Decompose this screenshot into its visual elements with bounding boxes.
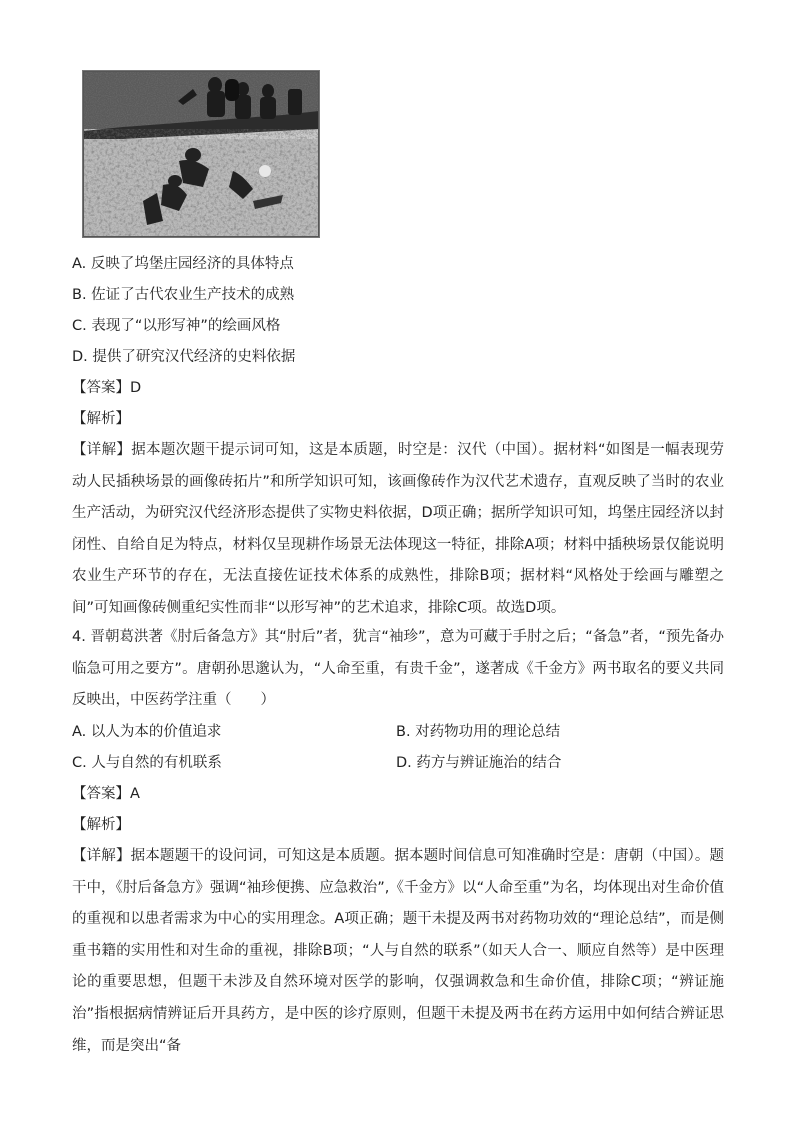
q4-stem: 4. 晋朝葛洪著《肘后备急方》其“肘后”者，犹言“袖珍”，意为可藏于手肘之后；“备急”者，“预先备办临急可用之要方”。唐朝孙思邈认为，“人命至重，有贵千金”，遂著成《千金方》两书取名的要义共同反映出，中医药学注重（ ） (72, 629, 724, 709)
q4-detail: 【详解】据本题题干的设问词，可知这是本质题。据本题时间信息可知准确时空是：唐朝（中国）。题干中，《肘后备急方》强调“袖珍便携、应急救治”,《千金方》以“人命至重”为名，均体现出对生命价值的重视和以患者需求为中心的实用理念。A项正确；题干未提及两书对药物功效的“理论总结”，而是侧重书籍的实用性和对生命的重视，排除B项；“人与自然的联系”（如天人合一、顺应自然等）是中医理论的重要思想，但题干未涉及自然环境对医学的影响，仅强调救急和生命价值，排除C项；“辨证施治”指根据病情辨证后开具药方，是中医的诊疗原则，但题干未提及两书在药方运用中如何结合辨证思维，而是突出“备 (72, 848, 724, 1054)
q3-option-d: D. 提供了研究汉代经济的史料依据 (72, 349, 296, 365)
q3-analysis-label: 【解析】 (72, 411, 130, 427)
q4-option-c: C. 人与自然的有机联系 (72, 755, 222, 771)
q4-answer: 【答案】A (72, 786, 140, 802)
q3-detail: 【详解】据本题次题干提示词可知，这是本质题，时空是：汉代（中国）。据材料“如图是一幅表现劳动人民插秧场景的画像砖拓片”和所学知识可知，该画像砖作为汉代艺术遗存，直观反映了当时的农业生产活动，为研究汉代经济形态提供了实物史料依据，D项正确；据所学知识可知，坞堡庄园经济以封闭性、自给自足为特点，材料仅呈现耕作场景无法体现这一特征，排除A项；材料中插秧场景仅能说明农业生产环节的存在，无法直接佐证技术体系的成熟性，排除B项；据材料“风格处于绘画与雕塑之间”可知画像砖侧重纪实性而非“以形写神”的艺术追求，排除C项。故选D项。 (72, 442, 724, 616)
brick-rubbing-image (82, 70, 320, 238)
q4-option-a: A. 以人为本的价值追求 (72, 724, 222, 740)
q3-option-a: A. 反映了坞堡庄园经济的具体特点 (72, 256, 294, 272)
q4-option-b: B. 对药物功用的理论总结 (396, 724, 561, 740)
q3-option-b: B. 佐证了古代农业生产技术的成熟 (72, 287, 295, 303)
q3-option-c: C. 表现了“以形写神”的绘画风格 (72, 318, 281, 334)
q4-option-d: D. 药方与辨证施治的结合 (396, 755, 562, 771)
q3-answer: 【答案】D (72, 380, 142, 396)
q4-analysis-label: 【解析】 (72, 817, 130, 833)
